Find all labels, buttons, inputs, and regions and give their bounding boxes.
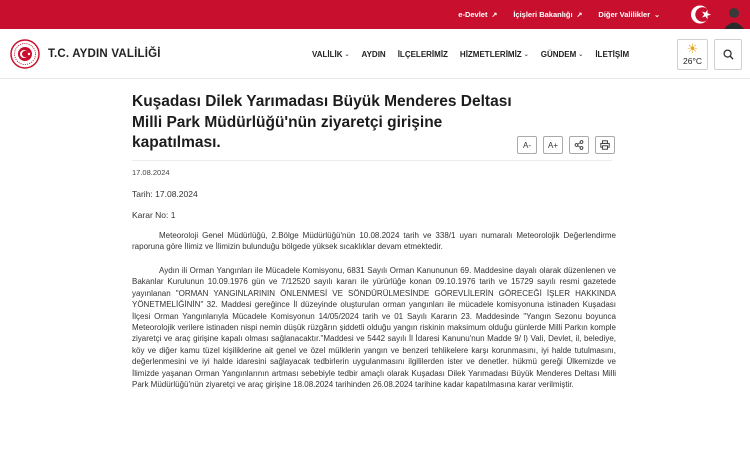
article-title: Kuşadası Dilek Yarımadası Büyük Menderes Deltası Milli Park Müdürlüğü'nün ziyaretçi girişine kapatılması. <box>132 93 512 151</box>
top-link-label: İçişleri Bakanlığı <box>513 10 573 19</box>
sun-icon: ☀ <box>686 41 699 56</box>
chevron-down-icon: ⌄ <box>523 52 529 58</box>
decrease-font-label: A- <box>523 140 531 150</box>
share-icon <box>574 140 584 150</box>
nav-label: GÜNDEM <box>540 50 577 59</box>
article-paragraph: Meteoroloji Genel Müdürlüğü, 2.Bölge Müdürlüğü'nün 10.08.2024 tarih ve 338/1 uyarı numaralı Meteorolojik Değerlendirme raporuna göre İlimiz ve İlimizin bulunduğu bölgede yüksek sıcaklıklar devam etmektedir. <box>132 231 616 252</box>
weather-widget[interactable] <box>677 39 708 70</box>
nav-label: AYDIN <box>361 50 386 59</box>
decrease-font-button[interactable] <box>517 136 537 154</box>
nav-label: İLETİŞİM <box>595 50 630 59</box>
tarih-line: Tarih: 17.08.2024 <box>132 189 198 199</box>
external-link-icon: ↗ <box>576 11 583 19</box>
aydin-valiligi-logo[interactable] <box>10 39 40 69</box>
top-link-diger-valilikler[interactable] <box>598 10 660 19</box>
top-link-icisleri[interactable] <box>513 10 582 19</box>
site-header <box>0 29 750 79</box>
increase-font-label: A+ <box>547 140 558 150</box>
top-link-label: e-Devlet <box>458 10 488 19</box>
top-links <box>458 0 660 29</box>
chevron-down-icon: ⌄ <box>578 52 584 58</box>
chevron-down-icon: ⌄ <box>344 52 350 58</box>
divider <box>132 160 612 161</box>
share-button[interactable] <box>569 136 589 154</box>
turkish-flag-icon <box>678 0 750 29</box>
top-link-edevlet[interactable] <box>458 10 497 19</box>
site-brand[interactable]: T.C. AYDIN VALİLİĞİ <box>48 48 161 60</box>
nav-item-aydin[interactable] <box>362 50 386 59</box>
nav-item-hizmetlerimiz[interactable] <box>460 50 529 59</box>
nav-label: İLÇELERİMİZ <box>397 50 448 59</box>
nav-item-iletisim[interactable] <box>595 50 629 59</box>
search-button[interactable] <box>714 39 742 70</box>
nav-label: VALİLİK <box>312 50 343 59</box>
publish-date: 17.08.2024 <box>132 168 170 177</box>
print-button[interactable] <box>595 136 615 154</box>
search-icon <box>723 49 734 60</box>
main-nav <box>312 50 629 59</box>
nav-label: HİZMETLERİMİZ <box>459 50 522 59</box>
karar-line: Karar No: 1 <box>132 210 176 220</box>
top-link-label: Diğer Valilikler <box>598 10 651 19</box>
article-tools <box>517 136 615 154</box>
top-bar <box>0 0 750 29</box>
temperature: 26°C <box>683 56 702 66</box>
nav-item-ilcelerimiz[interactable] <box>398 50 448 59</box>
nav-item-gundem[interactable] <box>541 50 584 59</box>
increase-font-button[interactable] <box>543 136 563 154</box>
external-link-icon: ↗ <box>491 11 498 19</box>
article-paragraph: Aydın ili Orman Yangınları ile Mücadele Komisyonu, 6831 Sayılı Orman Kanununun 69. Maddesine dayalı olarak düzenlenen ve Bakanlar Kurulunun 10.09.1976 gün ve 7/12520 sayılı kararı ile yürürlüğe konan 09.10.1976 tarih ve 15729 sayılı resmi gazetede yayınlanan "ORMAN YANGINLARININ ÖNLENMESİ VE SÖNDÜRÜLMESİNDE GÖREVLİLERİN GÖRECEĞİ İŞLER HAKKINDA YÖNETMELİĞİNİN" 32. Maddesi gereğince İl düzeyinde oluşturulan orman yangınları ile mücadele komisyonuna istinaden Kuşadası İlçesi Orman Yangınlarıyla Mücadele Komisyonun 14/05/2024 tarih ve 01 Sayılı Kararın 23. Maddesinde "Yangın Sezonu boyunca Meteorolojik verilere istinaden nispi nemin düşük rüzgârın şiddetli olduğu yangın riskinin maksimum olduğu günlerde Milli Parkın komple ziyaretçi ve araç girişine kapalı olması sağlanacaktır."Maddesi ve 5442 sayılı İl İdaresi Kanunu'nun Madde 9/ l) Vali, Devlet, il, belediye, köy ve diğer kamu tüzel kişiliklerine ait genel ve özel mülklerin yangın ve benzeri tehlikelere karşı korunmasını, iyi halde tutulmasını, değerlenmesini ve iyi halde idaresini sağlayacak tedbirlerin uygulanmasını ilgililerden ister ve denetler. hükmü gereği Ülkemizde ve İlimizde yaşanan Orman Yangınlarının artması sebebiyle tedbir amaçlı olarak Kuşadası Dilek Yarımadası Büyük Menderes Deltası Milli Park Müdürlüğü'nün ziyaretçi ve araç girişine 18.08.2024 tarihinden 26.08.2024 tarihine kadar kapatılmasına karar verilmiştir. <box>132 266 616 390</box>
print-icon <box>600 140 610 150</box>
nav-item-valilik[interactable] <box>312 50 350 59</box>
chevron-down-icon: ⌄ <box>654 11 660 19</box>
